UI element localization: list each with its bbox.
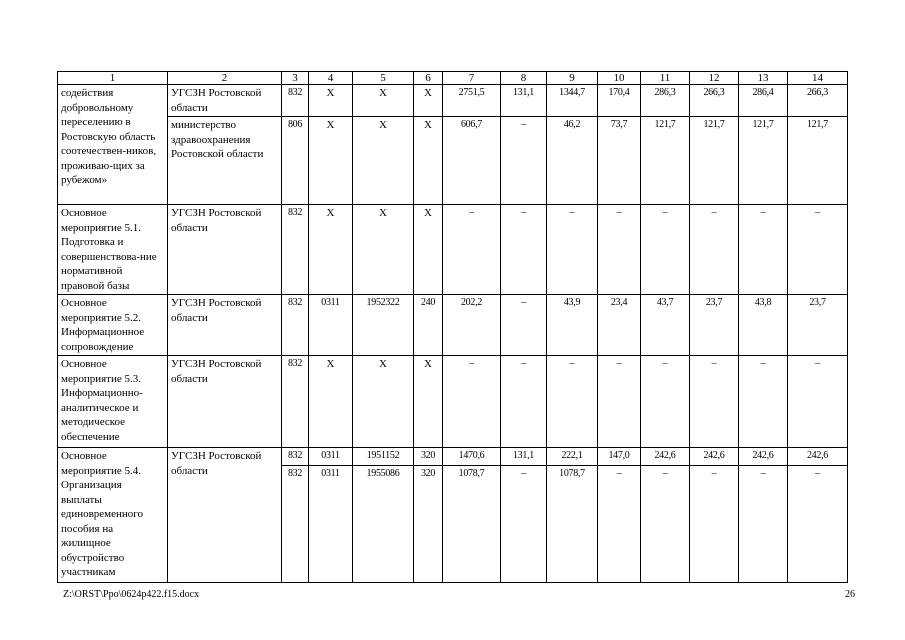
cell-c4: Х — [309, 85, 353, 117]
cell-c13: – — [739, 465, 788, 582]
cell-c8: – — [501, 295, 547, 356]
event-cell: Основное мероприятие 5.3. Информационно-аналитическое и методическое обеспечение — [58, 356, 168, 448]
cell-c12: – — [690, 205, 739, 295]
header-cell: 14 — [788, 72, 848, 85]
cell-c3: 832 — [282, 205, 309, 295]
cell-c4: 0311 — [309, 295, 353, 356]
header-cell: 8 — [501, 72, 547, 85]
cell-c14: – — [788, 465, 848, 582]
cell-c13: 43,8 — [739, 295, 788, 356]
cell-c5: Х — [353, 205, 414, 295]
cell-c10: – — [598, 356, 641, 448]
cell-c11: – — [641, 465, 690, 582]
cell-c3: 832 — [282, 85, 309, 117]
org-cell: УГСЗН Ростовской области — [168, 205, 282, 295]
table-row — [58, 356, 848, 448]
cell-c6: Х — [414, 356, 443, 448]
table-row — [58, 85, 848, 117]
cell-c14: 23,7 — [788, 295, 848, 356]
cell-c10: – — [598, 465, 641, 582]
event-cell: Основное мероприятие 5.4. Организация выплаты единовременного пособия на жилищное обустройство участникам — [58, 448, 168, 583]
cell-c4: Х — [309, 117, 353, 205]
table-row — [58, 117, 848, 205]
cell-c7: – — [443, 205, 501, 295]
table-row — [58, 205, 848, 295]
cell-c12: 266,3 — [690, 85, 739, 117]
cell-c9: – — [547, 205, 598, 295]
budget-table — [57, 71, 848, 583]
cell-c6: Х — [414, 85, 443, 117]
cell-c14: 266,3 — [788, 85, 848, 117]
cell-c7: 202,2 — [443, 295, 501, 356]
cell-c9: 43,9 — [547, 295, 598, 356]
cell-c9: 1344,7 — [547, 85, 598, 117]
cell-c8: 131,1 — [501, 85, 547, 117]
header-cell: 12 — [690, 72, 739, 85]
cell-c8: – — [501, 356, 547, 448]
cell-c11: 121,7 — [641, 117, 690, 205]
cell-c7: 2751,5 — [443, 85, 501, 117]
cell-c5: 1955086 — [353, 465, 414, 582]
cell-c6: Х — [414, 205, 443, 295]
cell-c3: 832 — [282, 448, 309, 466]
table-header-row — [58, 72, 848, 85]
header-cell: 7 — [443, 72, 501, 85]
header-cell: 10 — [598, 72, 641, 85]
cell-c4: 0311 — [309, 448, 353, 466]
cell-c4: Х — [309, 205, 353, 295]
cell-c4: Х — [309, 356, 353, 448]
cell-c9: 46,2 — [547, 117, 598, 205]
event-cell: Основное мероприятие 5.2. Информационное сопровождение — [58, 295, 168, 356]
cell-c5: Х — [353, 117, 414, 205]
cell-c13: – — [739, 356, 788, 448]
header-cell: 5 — [353, 72, 414, 85]
cell-c12: 242,6 — [690, 448, 739, 466]
cell-c13: 286,4 — [739, 85, 788, 117]
org-cell: УГСЗН Ростовской области — [168, 356, 282, 448]
cell-c5: 1951152 — [353, 448, 414, 466]
cell-c3: 806 — [282, 117, 309, 205]
cell-c12: – — [690, 465, 739, 582]
cell-c10: 147,0 — [598, 448, 641, 466]
cell-c10: – — [598, 205, 641, 295]
cell-c9: 1078,7 — [547, 465, 598, 582]
cell-c10: 23,4 — [598, 295, 641, 356]
cell-c10: 73,7 — [598, 117, 641, 205]
org-cell: министерство здравоохранения Ростовской области — [168, 117, 282, 205]
header-cell: 3 — [282, 72, 309, 85]
cell-c13: 121,7 — [739, 117, 788, 205]
cell-c3: 832 — [282, 465, 309, 582]
cell-c10: 170,4 — [598, 85, 641, 117]
cell-c7: 606,7 — [443, 117, 501, 205]
cell-c11: 286,3 — [641, 85, 690, 117]
cell-c8: – — [501, 465, 547, 582]
cell-c5: Х — [353, 85, 414, 117]
header-cell: 13 — [739, 72, 788, 85]
cell-c11: – — [641, 205, 690, 295]
event-cell: Основное мероприятие 5.1. Подготовка и совершенствова-ние нормативной правовой базы — [58, 205, 168, 295]
cell-c11: – — [641, 356, 690, 448]
event-cell: содействия добровольному переселению в Ростовскую область соотечествен-ников, проживаю-щих за рубежом» — [58, 85, 168, 205]
header-cell: 9 — [547, 72, 598, 85]
cell-c8: – — [501, 205, 547, 295]
cell-c9: – — [547, 356, 598, 448]
header-cell: 1 — [58, 72, 168, 85]
header-cell: 6 — [414, 72, 443, 85]
header-cell: 11 — [641, 72, 690, 85]
cell-c13: 242,6 — [739, 448, 788, 466]
cell-c13: – — [739, 205, 788, 295]
cell-c7: – — [443, 356, 501, 448]
cell-c6: 320 — [414, 448, 443, 466]
header-cell: 2 — [168, 72, 282, 85]
cell-c5: 1952322 — [353, 295, 414, 356]
org-cell: УГСЗН Ростовской области — [168, 448, 282, 583]
cell-c14: – — [788, 356, 848, 448]
cell-c4: 0311 — [309, 465, 353, 582]
table-row — [58, 448, 848, 466]
cell-c11: 242,6 — [641, 448, 690, 466]
cell-c9: 222,1 — [547, 448, 598, 466]
cell-c3: 832 — [282, 295, 309, 356]
cell-c3: 832 — [282, 356, 309, 448]
cell-c5: Х — [353, 356, 414, 448]
page-number: 26 — [845, 589, 855, 600]
cell-c14: – — [788, 205, 848, 295]
cell-c8: 131,1 — [501, 448, 547, 466]
org-cell: УГСЗН Ростовской области — [168, 85, 282, 117]
header-cell: 4 — [309, 72, 353, 85]
cell-c6: 320 — [414, 465, 443, 582]
footer-file-path: Z:\ORST\Ppo\0624p422.f15.docx — [63, 589, 200, 600]
cell-c12: 23,7 — [690, 295, 739, 356]
cell-c11: 43,7 — [641, 295, 690, 356]
cell-c12: – — [690, 356, 739, 448]
cell-c6: Х — [414, 117, 443, 205]
cell-c6: 240 — [414, 295, 443, 356]
cell-c7: 1470,6 — [443, 448, 501, 466]
cell-c12: 121,7 — [690, 117, 739, 205]
cell-c7: 1078,7 — [443, 465, 501, 582]
cell-c14: 121,7 — [788, 117, 848, 205]
cell-c8: – — [501, 117, 547, 205]
table-row — [58, 295, 848, 356]
org-cell: УГСЗН Ростовской области — [168, 295, 282, 356]
cell-c14: 242,6 — [788, 448, 848, 466]
